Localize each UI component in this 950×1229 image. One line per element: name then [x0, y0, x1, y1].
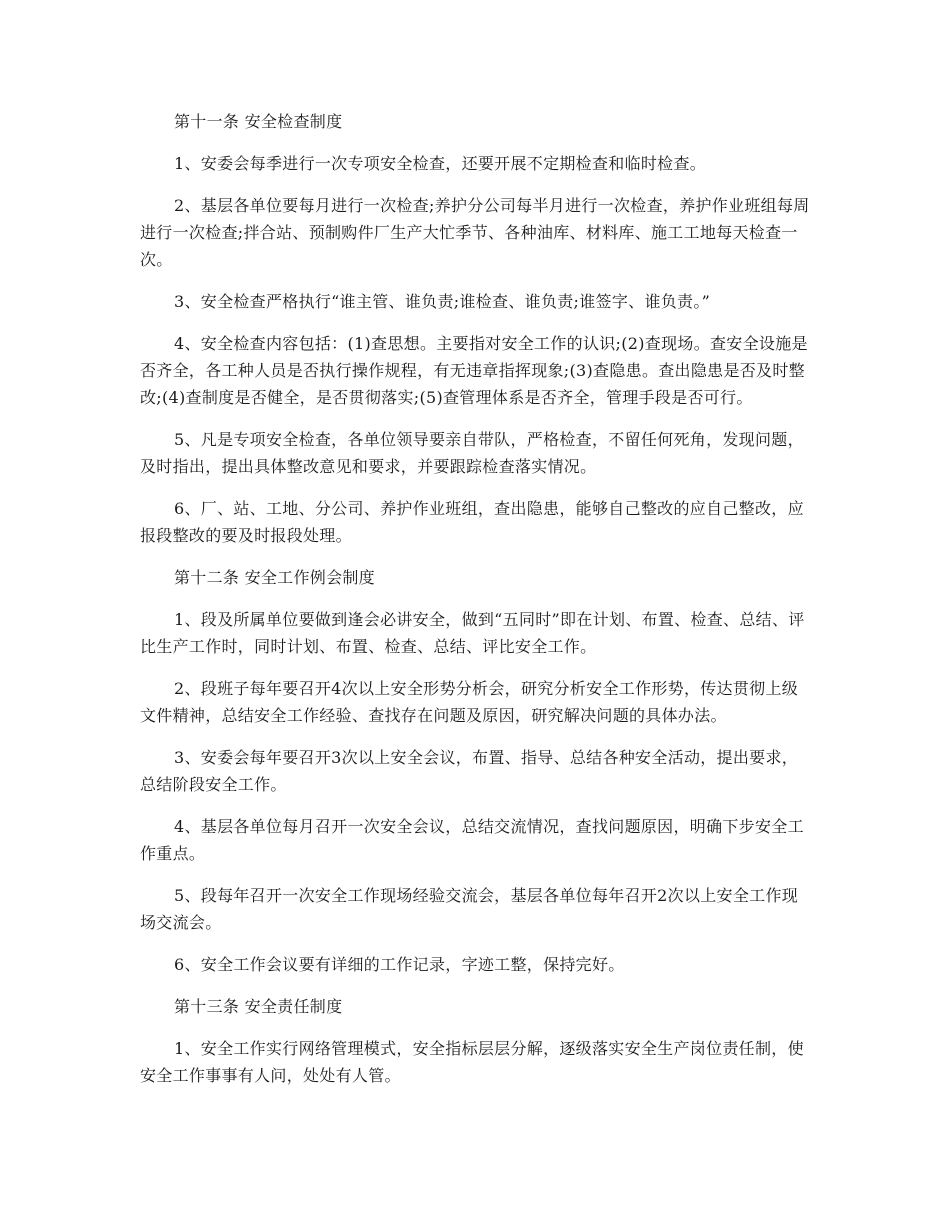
section-heading-11: 第十一条 安全检查制度	[174, 112, 343, 131]
section-11-item-6: 6、厂、站、工地、分公司、养护作业班组，查出隐患，能够自己整改的应自己整改，应报段整改的要及时报段处理。	[140, 499, 804, 545]
section-11-item-5: 5、凡是专项安全检查，各单位领导要亲自带队，严格检查，不留任何死角，发现问题，及时指出，提出具体整改意见和要求，并要跟踪检查落实情况。	[140, 430, 804, 476]
section-12-item-4: 4、基层各单位每月召开一次安全会议，总结交流情况，查找问题原因，明确下步安全工作重点。	[140, 817, 804, 863]
section-heading-13: 第十三条 安全责任制度	[174, 997, 343, 1016]
section-12-item-1: 1、段及所属单位要做到逢会必讲安全，做到“五同时”即在计划、布置、检查、总结、评比生产工作时，同时计划、布置、检查、总结、评比安全工作。	[140, 610, 805, 656]
section-13-item-1: 1、安全工作实行网络管理模式，安全指标层层分解，逐级落实安全生产岗位责任制，使安全工作事事有人问，处处有人管。	[140, 1039, 804, 1085]
section-11-item-2: 2、基层各单位要每月进行一次检查;养护分公司每半月进行一次检查，养护作业班组每周进行一次检查;拌合站、预制购件厂生产大忙季节、各种油库、材料库、施工工地每天检查一次。	[140, 196, 810, 269]
document-page	[140, 108, 810, 1104]
section-11-item-1: 1、安委会每季进行一次专项安全检查，还要开展不定期检查和临时检查。	[174, 154, 707, 173]
section-12-item-5: 5、段每年召开一次安全工作现场经验交流会，基层各单位每年召开2次以上安全工作现场交流会。	[140, 886, 799, 932]
section-11-item-4: 4、安全检查内容包括：(1)查思想。主要指对安全工作的认识;(2)查现场。查安全设施是否齐全，各工种人员是否执行操作规程，有无违章指挥现象;(3)查隐患。查出隐患是否及时整改;(4)查制度是否健全，是否贯彻落实;(5)查管理体系是否齐全，管理手段是否可行。	[140, 334, 808, 407]
section-12-item-2: 2、段班子每年要召开4次以上安全形势分析会，研究分析安全工作形势，传达贯彻上级文件精神，总结安全工作经验、查找存在问题及原因，研究解决问题的具体办法。	[140, 679, 799, 725]
section-11-item-3: 3、安全检查严格执行“谁主管、谁负责;谁检查、谁负责;谁签字、谁负责。”	[174, 292, 711, 311]
section-heading-12: 第十二条 安全工作例会制度	[174, 568, 375, 587]
section-12-item-3: 3、安委会每年要召开3次以上安全会议，布置、指导、总结各种安全活动，提出要求，总结阶段安全工作。	[140, 748, 799, 794]
section-12-item-6: 6、安全工作会议要有详细的工作记录，字迹工整，保持完好。	[174, 955, 625, 974]
